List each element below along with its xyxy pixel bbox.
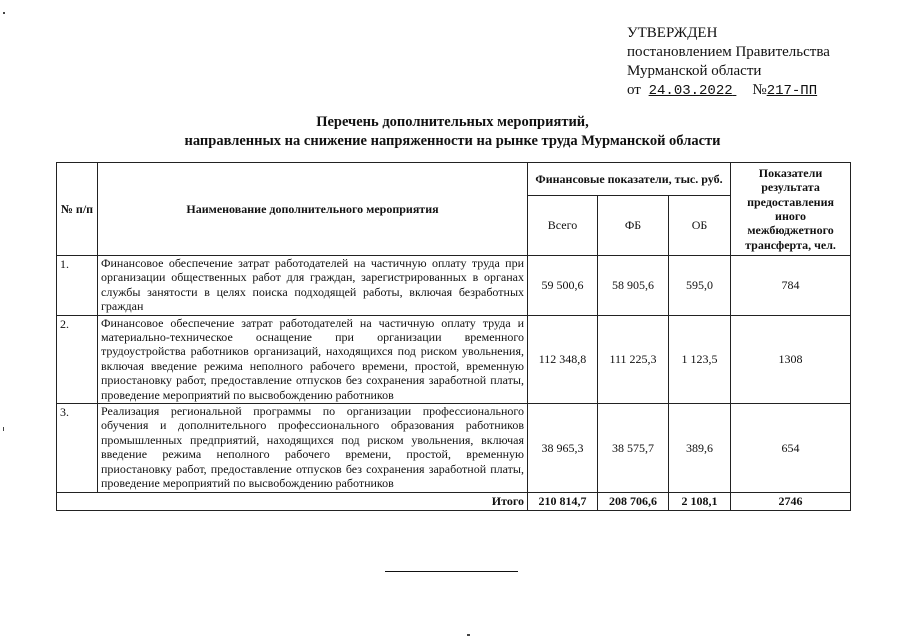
approval-date-line (627, 81, 830, 101)
row-ob: 389,6 (669, 404, 731, 492)
row-result: 784 (731, 256, 851, 316)
table-row (57, 315, 851, 403)
row-num: 1. (57, 256, 98, 316)
totals-fb: 208 706,6 (598, 492, 669, 510)
number-prefix: № (752, 82, 767, 98)
header-num: № п/п (57, 163, 98, 256)
totals-row (57, 492, 851, 510)
header-result: Показатели результата предоставления иного межбюджетного трансферта, чел. (731, 163, 851, 256)
row-total: 112 348,8 (528, 315, 598, 403)
header-ob: ОБ (669, 196, 731, 256)
date-prefix: от (627, 82, 641, 98)
row-fb: 38 575,7 (598, 404, 669, 492)
approval-resolution-line: постановлением Правительства (627, 44, 830, 60)
row-result: 1308 (731, 315, 851, 403)
header-name: Наименование дополнительного мероприятия (98, 163, 528, 256)
row-total: 59 500,6 (528, 256, 598, 316)
end-of-document-line (385, 571, 518, 572)
row-result: 654 (731, 404, 851, 492)
approval-heading: УТВЕРЖДЕН (627, 25, 718, 41)
row-name: Финансовое обеспечение затрат работодателей на частичную оплату труда и материально-техническое оснащение при организации временного трудоустройства работников организаций, находящихся под риском увольнения, включая введение режима неполного рабочего времени, простой, временную приостановку работ, предоставление отпусков без сохранения заработной платы, проведение мероприятий по высвобождению работников (98, 315, 528, 403)
approval-stamp (627, 24, 830, 101)
header-fb: ФБ (598, 196, 669, 256)
measures-table (56, 162, 851, 511)
title-line-1: Перечень дополнительных мероприятий, (316, 114, 589, 130)
header-row-1 (57, 163, 851, 196)
row-name: Финансовое обеспечение затрат работодателей на частичную оплату труда при организации общественных работ для граждан, зарегистрированных в органах службы занятости в целях поиска подходящей работы, включая безработных граждан (98, 256, 528, 316)
totals-label: Итого (57, 492, 528, 510)
totals-result: 2746 (731, 492, 851, 510)
scan-speck (467, 634, 470, 636)
row-ob: 595,0 (669, 256, 731, 316)
totals-total: 210 814,7 (528, 492, 598, 510)
row-fb: 58 905,6 (598, 256, 669, 316)
row-num: 3. (57, 404, 98, 492)
table-row (57, 404, 851, 492)
totals-ob: 2 108,1 (669, 492, 731, 510)
header-total: Всего (528, 196, 598, 256)
document-title (0, 113, 905, 151)
row-ob: 1 123,5 (669, 315, 731, 403)
approval-date: 24.03.2022 (648, 83, 733, 99)
row-fb: 111 225,3 (598, 315, 669, 403)
row-num: 2. (57, 315, 98, 403)
title-line-2: направленных на снижение напряженности на рынке труда Мурманской области (184, 133, 721, 149)
approval-number: 217-ПП (766, 83, 818, 99)
table-row (57, 256, 851, 316)
row-name: Реализация региональной программы по организации профессионального обучения и дополнительного профессионального образования работников промышленных предприятий, находящихся под риском увольнения, включая введение режима неполного рабочего времени, простой, временную приостановку работ, предоставление отпусков без сохранения заработной платы, проведение мероприятий по высвобождению работников (98, 404, 528, 492)
header-finance: Финансовые показатели, тыс. руб. (528, 163, 731, 196)
row-total: 38 965,3 (528, 404, 598, 492)
approval-region-line: Мурманской области (627, 63, 762, 79)
date-underline-fill (733, 81, 749, 100)
scan-speck (3, 427, 4, 431)
scan-speck (3, 12, 5, 14)
